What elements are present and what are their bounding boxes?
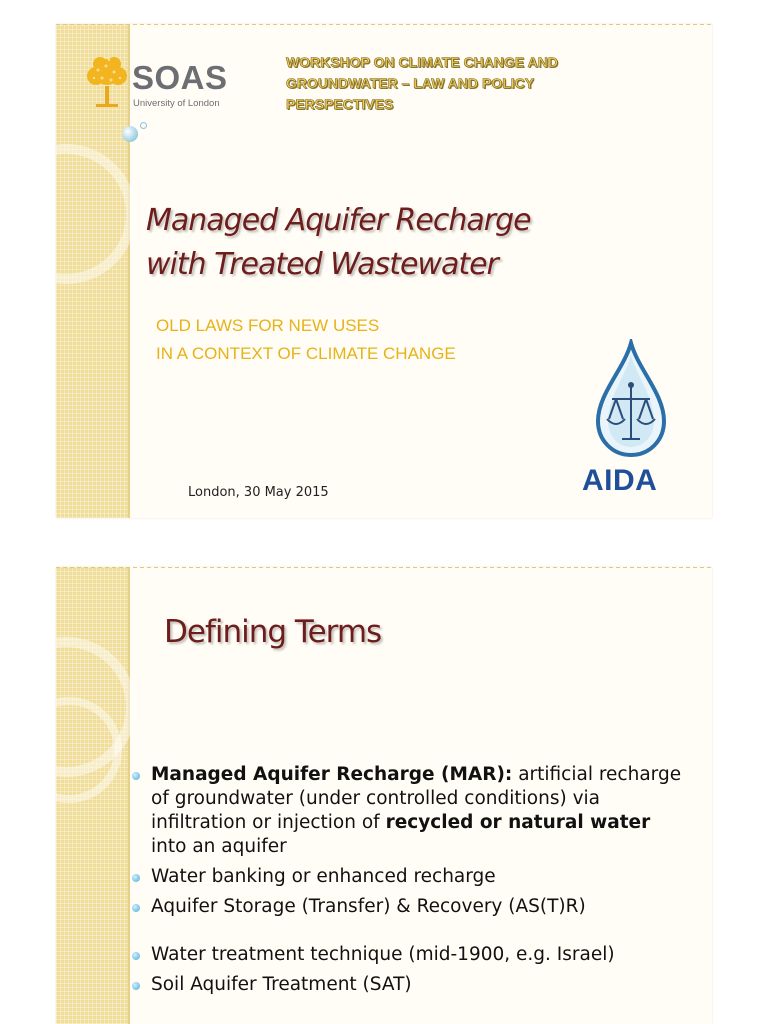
title-line: Managed Aquifer Recharge (146, 203, 531, 238)
bullet-icon (132, 772, 140, 780)
item-text: Water banking or enhanced recharge (151, 866, 496, 887)
bullet-icon (132, 982, 140, 990)
subtitle-line: IN A CONTEXT OF CLIMATE CHANGE (156, 344, 456, 363)
bullet-icon (132, 874, 140, 882)
workshop-line: WORKSHOP ON CLIMATE CHANGE AND (286, 54, 558, 70)
title-line: with Treated Wastewater (146, 247, 498, 282)
content-slide (56, 567, 712, 1024)
water-drop-scales-icon (576, 339, 686, 461)
term-text: artificial recharge of groundwater (under controlled conditions) via infiltration or injection of (151, 764, 682, 833)
soas-wordmark: SOAS (132, 59, 228, 96)
term-bold: Managed Aquifer Recharge (MAR): (151, 764, 513, 785)
aida-logo (576, 339, 686, 499)
term-text: into an aquifer (151, 836, 287, 857)
workshop-heading (286, 52, 706, 115)
bullet-icon (132, 952, 140, 960)
tree-icon (84, 54, 130, 110)
item-text: Water treatment technique (mid-1900, e.g. Israel) (151, 944, 615, 965)
workshop-line: PERSPECTIVES (286, 96, 394, 112)
list-item (130, 763, 690, 859)
soas-subtitle: University of London (133, 98, 220, 109)
aida-wordmark: AIDA (582, 464, 658, 497)
term-bold: recycled or natural water (385, 812, 651, 833)
item-text: Aquifer Storage (Transfer) & Recovery (AS(T)R) (151, 896, 586, 917)
bubble-icon (140, 122, 147, 129)
slide-title: Defining Terms (164, 614, 382, 650)
slide-subtitle (156, 312, 456, 368)
list-item (130, 895, 690, 919)
soas-logo (84, 54, 229, 114)
subtitle-line: OLD LAWS FOR NEW USES (156, 316, 380, 335)
title-slide (56, 24, 712, 518)
list-item (130, 943, 690, 967)
top-border (56, 24, 712, 25)
list-item (130, 865, 690, 889)
bullet-list (130, 763, 690, 997)
list-item (130, 973, 690, 997)
item-text: Soil Aquifer Treatment (SAT) (151, 974, 412, 995)
bubble-icon (122, 126, 138, 142)
slide-title (146, 199, 666, 287)
presentation-date: London, 30 May 2015 (188, 485, 329, 500)
top-border (56, 567, 712, 568)
bullet-icon (132, 904, 140, 912)
workshop-line: GROUNDWATER – LAW AND POLICY (286, 75, 535, 91)
